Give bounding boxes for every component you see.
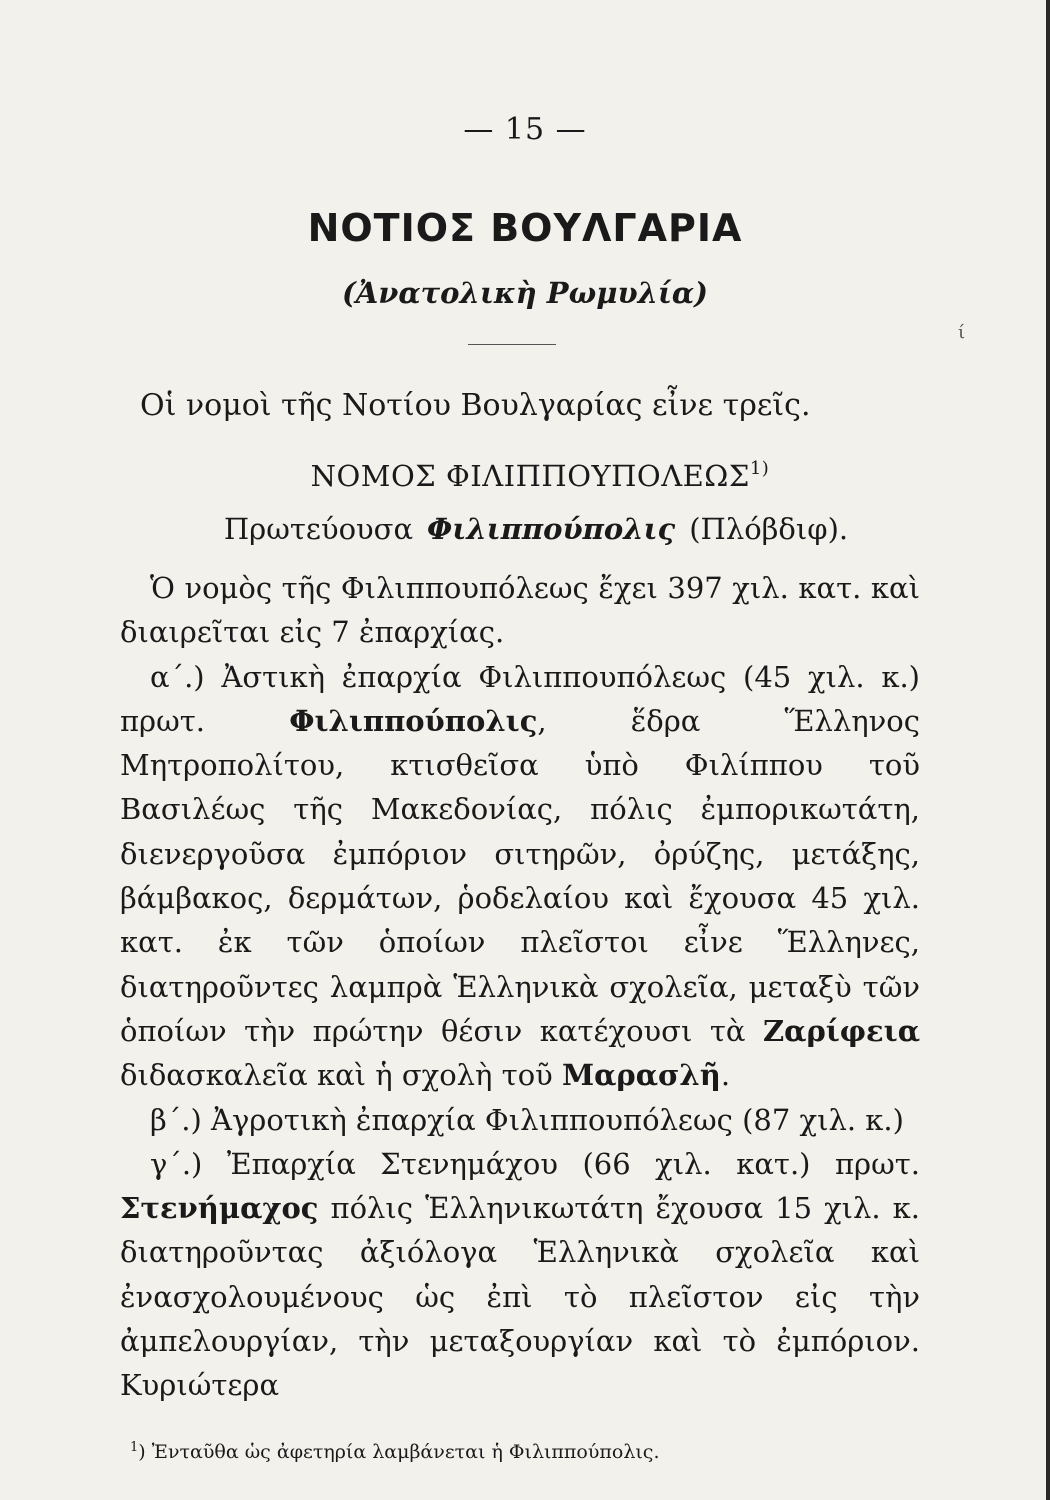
paragraph-overview: Ὁ νομὸς τῆς Φιλιππουπόλεως ἔχει 397 χιλ. κατ. καὶ διαιρεῖται εἰς 7 ἐπαρχίας. <box>120 571 920 650</box>
chapter-subtitle: (Ἀνατολικὴ Ρωμυλία) <box>342 276 708 310</box>
stenimachos-description: πόλις Ἑλληνικωτάτη ἔχουσα 15 χιλ. κ. διατηροῦντας ἀξιόλογα Ἑλληνικὰ σχολεῖα καὶ ἐνασχολουμένους ὡς ἐπὶ τὸ πλεῖστον εἰς τὴν ἀμπελουργίαν, τὴν μεταξουργίαν καὶ τὸ ἐμπόριον. Κυριώτερα <box>120 1191 920 1403</box>
city-stenimachos: Στενήμαχος <box>120 1191 319 1226</box>
footnote-reference: 1) <box>749 458 770 479</box>
school-marasli: Μαρασλῆ <box>562 1058 721 1093</box>
body-text <box>120 566 920 1408</box>
capital-prefix: Πρωτεύουσα <box>223 512 414 546</box>
footnote <box>130 1440 930 1463</box>
urban-province-schools: διδασκαλεῖα καὶ ἡ σχολὴ τοῦ <box>120 1058 553 1093</box>
urban-province-end: . <box>720 1058 731 1093</box>
intro-sentence: Οἱ νομοὶ τῆς Νοτίου Βουλγαρίας εἶνε τρεῖς. <box>140 388 811 423</box>
city-philippoupolis: Φιλιππούπολις <box>289 703 538 738</box>
urban-province-description: , ἕδρα Ἕλληνος Μητροπολίτου, κτισθεῖσα ὑπὸ Φιλίππου τοῦ Βασιλέως τῆς Μακεδονίας, πόλις ἐμπορικωτάτη, διενεργοῦσα ἐμπόριον σιτηρῶν, ὀρύζης, μετάξης, βάμβακος, δερμάτων, ῥοδελαίου καὶ ἔχουσα 45 χιλ. κατ. ἐκ τῶν ὁποίων πλεῖστοι εἶνε Ἕλληνες, διατηροῦντες λαμπρὰ Ἑλληνικὰ σχολεῖα, μεταξὺ τῶν ὁποίων τὴν πρώτην θέσιν κατέχουσι τὰ <box>120 703 921 1048</box>
paragraph-stenimachos-province <box>120 1142 920 1408</box>
capital-suffix: (Πλόβδιφ). <box>689 512 849 546</box>
footnote-text: ) Ἐνταῦθα ὡς ἀφετηρία λαμβάνεται ἡ Φιλιππούπολις. <box>138 1441 660 1463</box>
chapter-title: ΝΟΤΙΟΣ ΒΟΥΛΓΑΡΙΑ <box>307 206 743 250</box>
margin-mark: ί <box>958 322 966 343</box>
page-number: — 15 — <box>463 112 587 147</box>
footnote-marker: 1 <box>130 1440 139 1455</box>
school-zarifeia: Ζαρίφεια <box>762 1013 921 1048</box>
stenimachos-intro: γ΄.) Ἐπαρχία Στενημάχου (66 χιλ. κατ.) πρωτ. <box>150 1146 920 1181</box>
capital-name: Φιλιππούπολις <box>427 512 676 546</box>
prefecture-heading-text: ΝΟΜΟΣ ΦΙΛΙΠΠΟΥΠΟΛΕΩΣ <box>310 459 750 493</box>
prefecture-heading <box>0 458 1050 493</box>
capital-line <box>0 512 1050 546</box>
paragraph-urban-province <box>120 655 920 1098</box>
title-divider <box>468 344 556 345</box>
urban-province-intro: α΄.) Ἀστικὴ ἐπαρχία Φιλιππουπόλεως (45 χιλ. κ.) πρωτ. <box>120 659 920 738</box>
paragraph-rural-province: β΄.) Ἀγροτικὴ ἐπαρχία Φιλιππουπόλεως (87 χιλ. κ.) <box>150 1102 904 1137</box>
